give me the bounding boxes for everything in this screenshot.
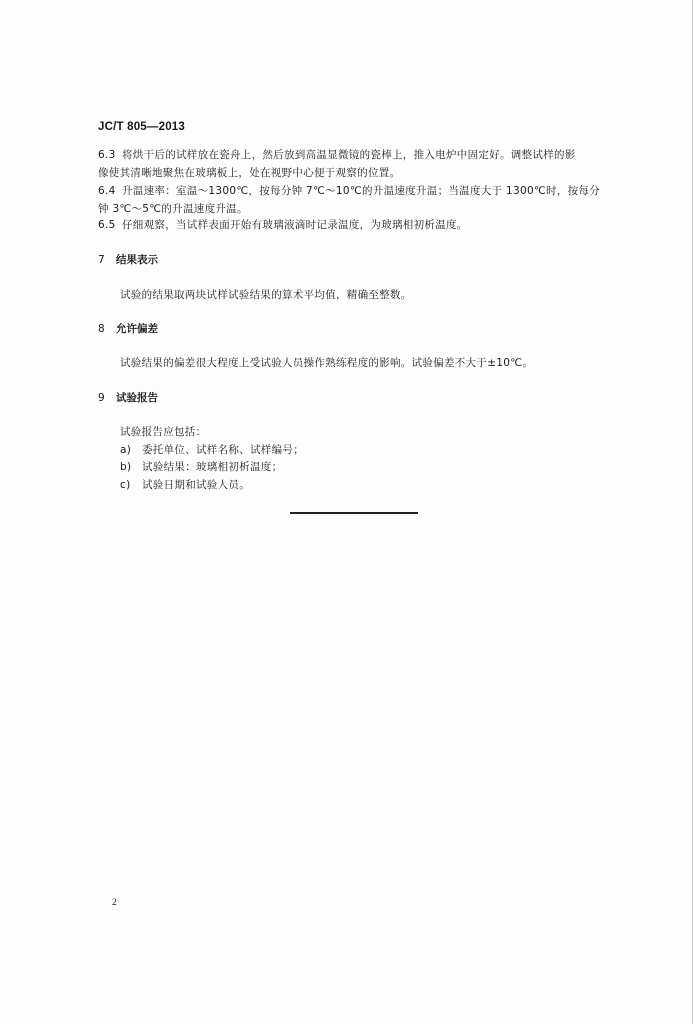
list-item	[120, 459, 304, 477]
section-8-text: 试验结果的偏差很大程度上受试验人员操作熟练程度的影响。试验偏差不大于±10℃。	[120, 357, 534, 369]
list-item-text: 试验日期和试验人员。	[142, 478, 250, 491]
end-rule	[290, 512, 418, 514]
clause-6-4	[98, 182, 628, 218]
section-title: 试验报告	[116, 392, 158, 404]
clause-number: 6.4	[98, 185, 116, 197]
clause-6-5	[98, 216, 628, 234]
clause-text: 升温速率：室温～1300℃，按每分钟 7℃～10℃的升温速度升温；当温度大于 1300℃时，按每分	[122, 185, 601, 197]
clause-text: 将烘干后的试样放在瓷舟上，然后放到高温显微镜的瓷棒上，推入电炉中固定好。调整试样的影	[122, 149, 576, 161]
section-number: 7	[98, 254, 105, 266]
clause-number: 6.3	[98, 149, 116, 161]
section-7-text: 试验的结果取两块试样试验结果的算术平均值，精确至整数。	[120, 289, 412, 301]
list-intro: 试验报告应包括：	[120, 426, 207, 438]
section-title: 允许偏差	[116, 323, 158, 335]
list-item-text: 试验结果：玻璃相初析温度；	[142, 461, 283, 473]
standard-code-header: JC/T 805—2013	[98, 121, 185, 133]
list-item	[120, 442, 304, 460]
list-marker: c)	[120, 478, 131, 491]
section-number: 9	[98, 392, 105, 404]
list-item-text: 委托单位、试样名称、试样编号；	[142, 443, 304, 456]
section-heading-9	[98, 390, 158, 405]
clause-number: 6.5	[98, 219, 116, 231]
clause-6-3	[98, 146, 628, 182]
list-marker: a)	[120, 443, 132, 456]
section-heading-7	[98, 252, 158, 267]
clause-text: 像使其清晰地聚焦在玻璃板上，处在视野中心便于观察的位置。	[98, 167, 401, 179]
page-number: 2	[112, 898, 117, 908]
list-item	[120, 477, 304, 495]
section-title: 结果表示	[116, 254, 158, 266]
section-heading-8	[98, 321, 158, 336]
clause-text: 钟 3℃～5℃的升温速度升温。	[98, 203, 248, 215]
clause-text: 仔细观察，当试样表面开始有玻璃液滴时记录温度，为玻璃相初析温度。	[122, 219, 468, 231]
report-contents-list	[120, 424, 304, 494]
list-marker: b)	[120, 461, 132, 473]
section-number: 8	[98, 323, 105, 335]
